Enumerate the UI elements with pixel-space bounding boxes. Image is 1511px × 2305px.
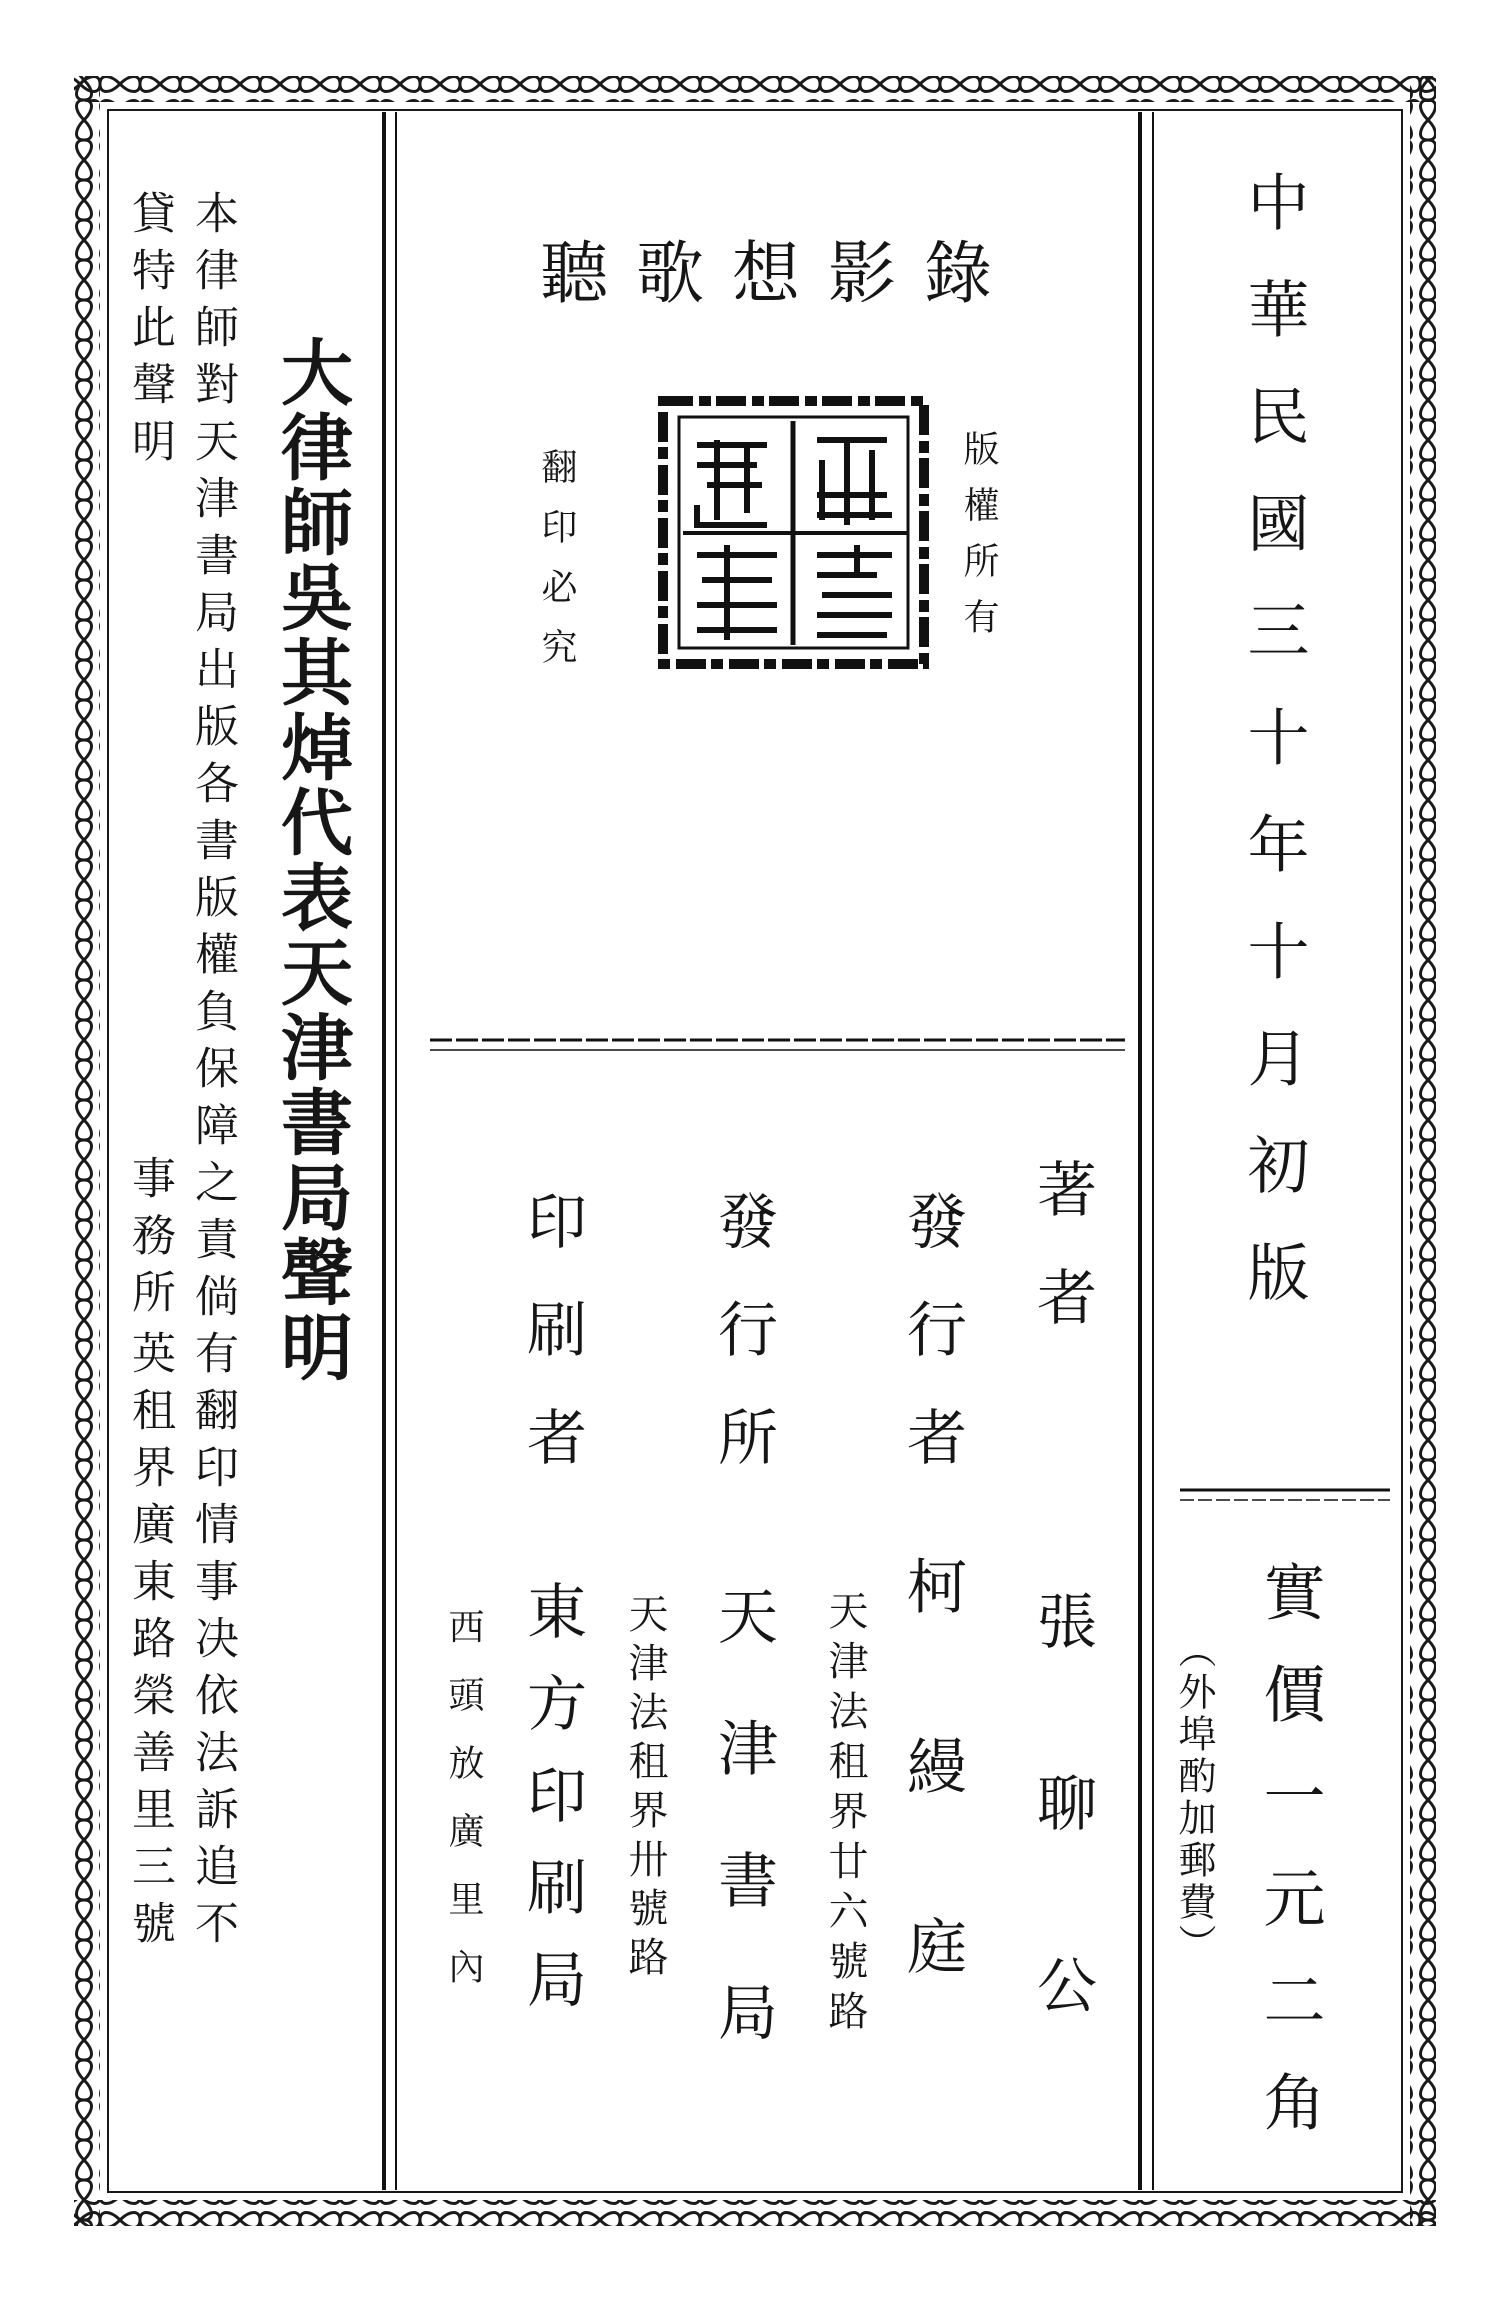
office-label: 事務所 [124,1155,175,1326]
author-name: 張聊公 [1027,1590,1097,2136]
statement-column-2: 貸特此聲明 [124,190,175,475]
price: 實價一元二角 [1253,1560,1326,2172]
distributor-address: 天津法租界卅號路 [622,1593,668,1985]
publisher-address: 天津法租界廿六號路 [822,1590,868,2040]
seal-stamp-icon [657,395,930,670]
rights-reserved: 版權所有 [958,430,999,654]
printer-name: 東方印刷局 [517,1580,587,2040]
price-note: （外埠酌加郵費） [1172,1630,1216,1966]
statement-column-1: 本律師對天津書局出版各書版權負保障之責倘有翻印情事决依法訴追不 [187,190,238,1957]
publisher-name: 柯縵庭 [897,1555,967,2095]
no-reprint-notice: 翻印必究 [536,448,577,688]
left-title: 大律師吳其焯代表天津書局聲明 [269,335,354,1385]
edition-date: 中華民國三十年十月初版 [1237,170,1310,1347]
book-title: 聽歌想影錄 [539,235,1020,314]
publisher-label: 發行者 [897,1190,967,1514]
author-label: 著者 [1027,1158,1097,1374]
printer-label: 印刷者 [517,1190,587,1514]
printer-address: 西頭放廣里內 [443,1608,484,2016]
distributor-name: 天津書局 [708,1585,778,2113]
office-address: 英租界廣東路榮善里三號 [124,1330,175,1957]
distributor-label: 發行所 [708,1190,778,1514]
